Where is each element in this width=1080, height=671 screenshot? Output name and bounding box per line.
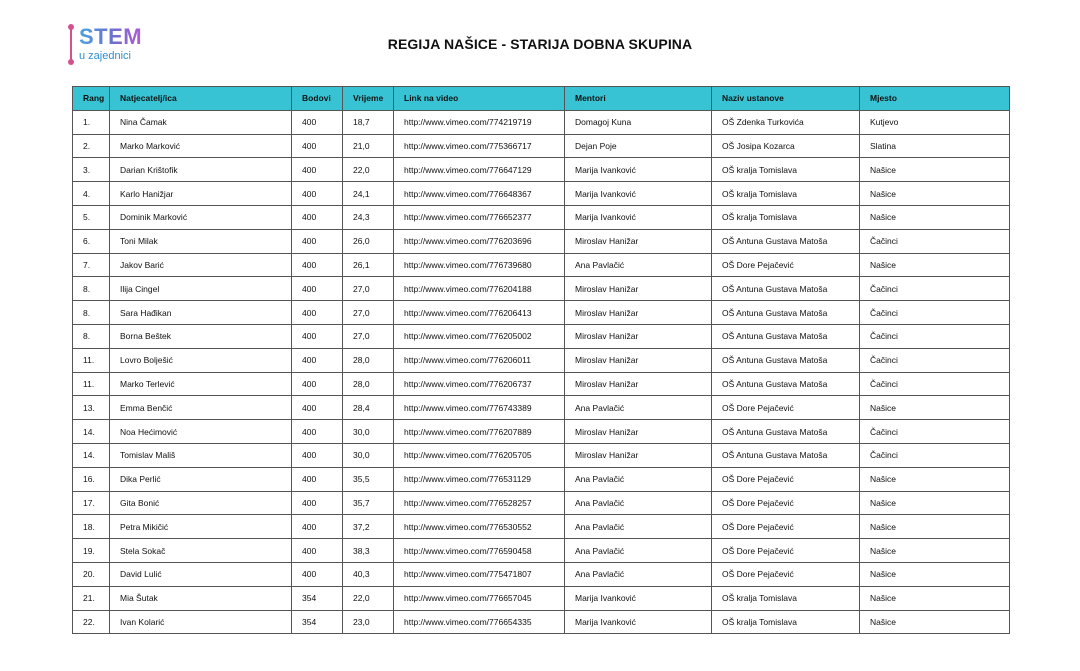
town-cell: Našice — [860, 610, 1010, 634]
rang-cell: 11. — [73, 348, 110, 372]
mentor-cell: Ana Pavlačić — [565, 467, 712, 491]
contestant-cell: Karlo Hanižjar — [110, 182, 292, 206]
points-cell: 400 — [292, 110, 343, 134]
table-row — [73, 467, 1010, 491]
school-cell: OŠ Antuna Gustava Matoša — [712, 229, 860, 253]
points-cell: 400 — [292, 324, 343, 348]
town-cell: Našice — [860, 562, 1010, 586]
rang-cell: 14. — [73, 420, 110, 444]
table-row — [73, 491, 1010, 515]
time-cell: 38,3 — [343, 539, 394, 563]
time-cell: 30,0 — [343, 420, 394, 444]
video-link[interactable]: http://www.vimeo.com/776205705 — [394, 443, 565, 467]
contestant-cell: Stela Sokač — [110, 539, 292, 563]
logo-subtitle: u zajednici — [79, 50, 131, 62]
school-cell: OŠ Dore Pejačević — [712, 539, 860, 563]
contestant-cell: Ilija Cingel — [110, 277, 292, 301]
contestant-cell: Marko Terlević — [110, 372, 292, 396]
points-cell: 400 — [292, 420, 343, 444]
rang-cell: 8. — [73, 324, 110, 348]
school-cell: OŠ Antuna Gustava Matoša — [712, 277, 860, 301]
school-cell: OŠ Dore Pejačević — [712, 562, 860, 586]
school-cell: OŠ Antuna Gustava Matoša — [712, 301, 860, 325]
town-cell: Čačinci — [860, 277, 1010, 301]
contestant-cell: Ivan Kolarić — [110, 610, 292, 634]
town-cell: Našice — [860, 253, 1010, 277]
school-cell: OŠ Antuna Gustava Matoša — [712, 443, 860, 467]
town-cell: Slatina — [860, 134, 1010, 158]
table-row — [73, 253, 1010, 277]
time-cell: 27,0 — [343, 277, 394, 301]
contestant-cell: David Lulić — [110, 562, 292, 586]
video-link[interactable]: http://www.vimeo.com/774219719 — [394, 110, 565, 134]
time-cell: 30,0 — [343, 443, 394, 467]
school-cell: OŠ kralja Tomislava — [712, 182, 860, 206]
rang-cell: 8. — [73, 277, 110, 301]
video-link[interactable]: http://www.vimeo.com/776739680 — [394, 253, 565, 277]
mentor-cell: Marija Ivanković — [565, 158, 712, 182]
time-cell: 40,3 — [343, 562, 394, 586]
video-link[interactable]: http://www.vimeo.com/776590458 — [394, 539, 565, 563]
town-cell: Našice — [860, 586, 1010, 610]
rang-cell: 1. — [73, 110, 110, 134]
video-link[interactable]: http://www.vimeo.com/776647129 — [394, 158, 565, 182]
mentor-cell: Marija Ivanković — [565, 610, 712, 634]
school-cell: OŠ Josipa Kozarca — [712, 134, 860, 158]
town-cell: Čačinci — [860, 229, 1010, 253]
school-cell: OŠ Antuna Gustava Matoša — [712, 324, 860, 348]
mentor-cell: Ana Pavlačić — [565, 491, 712, 515]
logo-dot-icon — [68, 59, 74, 65]
points-cell: 400 — [292, 253, 343, 277]
table-row — [73, 610, 1010, 634]
points-cell: 354 — [292, 586, 343, 610]
rang-cell: 21. — [73, 586, 110, 610]
video-link[interactable]: http://www.vimeo.com/776206413 — [394, 301, 565, 325]
points-cell: 400 — [292, 301, 343, 325]
school-cell: OŠ kralja Tomislava — [712, 158, 860, 182]
contestant-cell: Emma Benčić — [110, 396, 292, 420]
school-cell: OŠ Zdenka Turkovića — [712, 110, 860, 134]
points-cell: 400 — [292, 277, 343, 301]
school-cell: OŠ Antuna Gustava Matoša — [712, 348, 860, 372]
logo-title: STEM — [79, 24, 143, 49]
town-cell: Našice — [860, 539, 1010, 563]
rang-cell: 4. — [73, 182, 110, 206]
contestant-cell: Sara Hađikan — [110, 301, 292, 325]
time-cell: 22,0 — [343, 158, 394, 182]
mentor-cell: Ana Pavlačić — [565, 539, 712, 563]
video-link[interactable]: http://www.vimeo.com/776207889 — [394, 420, 565, 444]
header-natjecatelj: Natjecatelj/ica — [110, 87, 292, 111]
school-cell: OŠ Dore Pejačević — [712, 253, 860, 277]
town-cell: Čačinci — [860, 372, 1010, 396]
time-cell: 22,0 — [343, 586, 394, 610]
town-cell: Našice — [860, 515, 1010, 539]
points-cell: 400 — [292, 396, 343, 420]
points-cell: 400 — [292, 562, 343, 586]
rang-cell: 22. — [73, 610, 110, 634]
table-row — [73, 372, 1010, 396]
table-row — [73, 277, 1010, 301]
time-cell: 37,2 — [343, 515, 394, 539]
time-cell: 26,0 — [343, 229, 394, 253]
video-link[interactable]: http://www.vimeo.com/776743389 — [394, 396, 565, 420]
video-link[interactable]: http://www.vimeo.com/776204188 — [394, 277, 565, 301]
points-cell: 400 — [292, 348, 343, 372]
points-cell: 400 — [292, 467, 343, 491]
table-row — [73, 443, 1010, 467]
table-row — [73, 110, 1010, 134]
points-cell: 400 — [292, 491, 343, 515]
points-cell: 400 — [292, 229, 343, 253]
table-row — [73, 348, 1010, 372]
rang-cell: 6. — [73, 229, 110, 253]
video-link[interactable]: http://www.vimeo.com/776654335 — [394, 610, 565, 634]
rang-cell: 7. — [73, 253, 110, 277]
points-cell: 400 — [292, 182, 343, 206]
mentor-cell: Ana Pavlačić — [565, 396, 712, 420]
video-link[interactable]: http://www.vimeo.com/776530552 — [394, 515, 565, 539]
contestant-cell: Noa Hećimović — [110, 420, 292, 444]
town-cell: Čačinci — [860, 420, 1010, 444]
header-ustanova: Naziv ustanove — [712, 87, 860, 111]
school-cell: OŠ Dore Pejačević — [712, 467, 860, 491]
table-row — [73, 158, 1010, 182]
time-cell: 28,0 — [343, 348, 394, 372]
town-cell: Kutjevo — [860, 110, 1010, 134]
town-cell: Našice — [860, 158, 1010, 182]
page-title: REGIJA NAŠICE - STARIJA DOBNA SKUPINA — [387, 36, 693, 52]
contestant-cell: Petra Mikičić — [110, 515, 292, 539]
table-row — [73, 515, 1010, 539]
table-header-row — [73, 87, 1010, 111]
contestant-cell: Lovro Bolješić — [110, 348, 292, 372]
rang-cell: 11. — [73, 372, 110, 396]
video-link[interactable]: http://www.vimeo.com/775366717 — [394, 134, 565, 158]
school-cell: OŠ kralja Tomislava — [712, 586, 860, 610]
header-rang: Rang — [73, 87, 110, 111]
rang-cell: 8. — [73, 301, 110, 325]
mentor-cell: Miroslav Hanižar — [565, 372, 712, 396]
time-cell: 23,0 — [343, 610, 394, 634]
mentor-cell: Miroslav Hanižar — [565, 420, 712, 444]
results-table — [72, 86, 1010, 634]
table-row — [73, 396, 1010, 420]
video-link[interactable]: http://www.vimeo.com/776528257 — [394, 491, 565, 515]
mentor-cell: Ana Pavlačić — [565, 562, 712, 586]
rang-cell: 20. — [73, 562, 110, 586]
points-cell: 400 — [292, 443, 343, 467]
video-link[interactable]: http://www.vimeo.com/776206011 — [394, 348, 565, 372]
contestant-cell: Mia Šutak — [110, 586, 292, 610]
video-link[interactable]: http://www.vimeo.com/776657045 — [394, 586, 565, 610]
points-cell: 400 — [292, 372, 343, 396]
town-cell: Čačinci — [860, 301, 1010, 325]
header-bodovi: Bodovi — [292, 87, 343, 111]
school-cell: OŠ kralja Tomislava — [712, 610, 860, 634]
time-cell: 27,0 — [343, 324, 394, 348]
mentor-cell: Miroslav Hanižar — [565, 229, 712, 253]
contestant-cell: Marko Marković — [110, 134, 292, 158]
table-row — [73, 586, 1010, 610]
school-cell: OŠ Antuna Gustava Matoša — [712, 420, 860, 444]
time-cell: 28,0 — [343, 372, 394, 396]
rang-cell: 19. — [73, 539, 110, 563]
time-cell: 21,0 — [343, 134, 394, 158]
video-link[interactable]: http://www.vimeo.com/776648367 — [394, 182, 565, 206]
mentor-cell: Dejan Poje — [565, 134, 712, 158]
video-link[interactable]: http://www.vimeo.com/776205002 — [394, 324, 565, 348]
table-row — [73, 229, 1010, 253]
time-cell: 35,5 — [343, 467, 394, 491]
header-vrijeme: Vrijeme — [343, 87, 394, 111]
town-cell: Čačinci — [860, 348, 1010, 372]
table-row — [73, 420, 1010, 444]
header-mjesto: Mjesto — [860, 87, 1010, 111]
rang-cell: 14. — [73, 443, 110, 467]
contestant-cell: Borna Beštek — [110, 324, 292, 348]
rang-cell: 3. — [73, 158, 110, 182]
video-link[interactable]: http://www.vimeo.com/776206737 — [394, 372, 565, 396]
points-cell: 400 — [292, 539, 343, 563]
points-cell: 400 — [292, 515, 343, 539]
mentor-cell: Ana Pavlačić — [565, 253, 712, 277]
town-cell: Našice — [860, 205, 1010, 229]
video-link[interactable]: http://www.vimeo.com/775471807 — [394, 562, 565, 586]
time-cell: 18,7 — [343, 110, 394, 134]
town-cell: Našice — [860, 396, 1010, 420]
time-cell: 24,1 — [343, 182, 394, 206]
school-cell: OŠ Dore Pejačević — [712, 515, 860, 539]
time-cell: 27,0 — [343, 301, 394, 325]
town-cell: Našice — [860, 467, 1010, 491]
rang-cell: 18. — [73, 515, 110, 539]
contestant-cell: Gita Bonić — [110, 491, 292, 515]
table-row — [73, 539, 1010, 563]
video-link[interactable]: http://www.vimeo.com/776652377 — [394, 205, 565, 229]
town-cell: Čačinci — [860, 324, 1010, 348]
points-cell: 400 — [292, 134, 343, 158]
table-row — [73, 562, 1010, 586]
points-cell: 400 — [292, 205, 343, 229]
contestant-cell: Toni Milak — [110, 229, 292, 253]
time-cell: 24,3 — [343, 205, 394, 229]
town-cell: Čačinci — [860, 443, 1010, 467]
time-cell: 28,4 — [343, 396, 394, 420]
mentor-cell: Miroslav Hanižar — [565, 348, 712, 372]
rang-cell: 16. — [73, 467, 110, 491]
rang-cell: 5. — [73, 205, 110, 229]
rang-cell: 17. — [73, 491, 110, 515]
header-mentori: Mentori — [565, 87, 712, 111]
mentor-cell: Miroslav Hanižar — [565, 277, 712, 301]
table-row — [73, 134, 1010, 158]
mentor-cell: Domagoj Kuna — [565, 110, 712, 134]
time-cell: 35,7 — [343, 491, 394, 515]
time-cell: 26,1 — [343, 253, 394, 277]
points-cell: 354 — [292, 610, 343, 634]
mentor-cell: Marija Ivanković — [565, 205, 712, 229]
contestant-cell: Nina Čamak — [110, 110, 292, 134]
town-cell: Našice — [860, 182, 1010, 206]
mentor-cell: Miroslav Hanižar — [565, 324, 712, 348]
contestant-cell: Dika Perlić — [110, 467, 292, 491]
points-cell: 400 — [292, 158, 343, 182]
contestant-cell: Darian Krištofik — [110, 158, 292, 182]
rang-cell: 13. — [73, 396, 110, 420]
school-cell: OŠ Dore Pejačević — [712, 396, 860, 420]
table-body — [73, 110, 1010, 634]
school-cell: OŠ kralja Tomislava — [712, 205, 860, 229]
video-link[interactable]: http://www.vimeo.com/776203696 — [394, 229, 565, 253]
video-link[interactable]: http://www.vimeo.com/776531129 — [394, 467, 565, 491]
mentor-cell: Ana Pavlačić — [565, 515, 712, 539]
table-row — [73, 182, 1010, 206]
header-link: Link na video — [394, 87, 565, 111]
rang-cell: 2. — [73, 134, 110, 158]
town-cell: Našice — [860, 491, 1010, 515]
contestant-cell: Dominik Marković — [110, 205, 292, 229]
contestant-cell: Jakov Barić — [110, 253, 292, 277]
mentor-cell: Miroslav Hanižar — [565, 301, 712, 325]
mentor-cell: Miroslav Hanižar — [565, 443, 712, 467]
mentor-cell: Marija Ivanković — [565, 182, 712, 206]
contestant-cell: Tomislav Mališ — [110, 443, 292, 467]
table-row — [73, 324, 1010, 348]
school-cell: OŠ Dore Pejačević — [712, 491, 860, 515]
school-cell: OŠ Antuna Gustava Matoša — [712, 372, 860, 396]
table-row — [73, 301, 1010, 325]
table-row — [73, 205, 1010, 229]
mentor-cell: Marija Ivanković — [565, 586, 712, 610]
